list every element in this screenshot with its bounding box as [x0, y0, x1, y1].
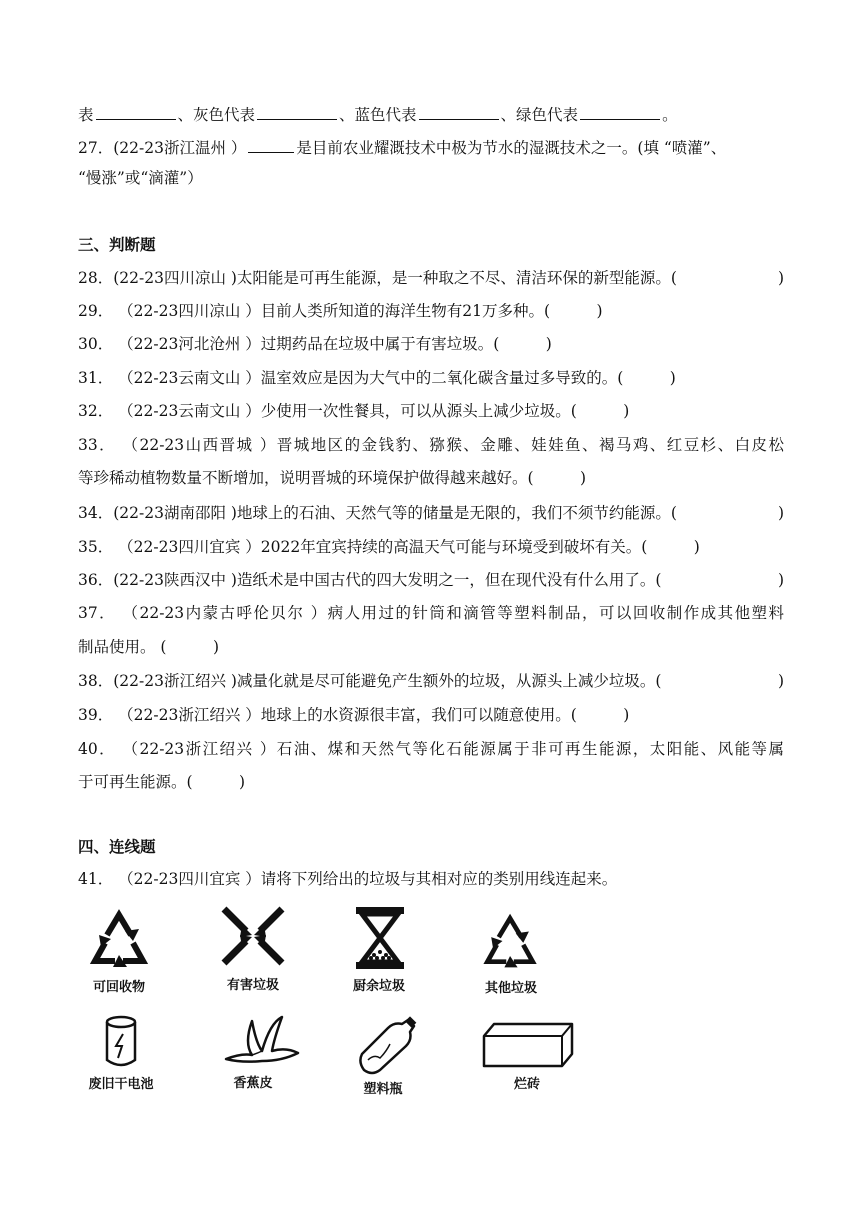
question-text: 36．(22-23陕西汉中 )造纸术是中国古代的四大发明之一，但在现代没有什么用了。( — [78, 571, 662, 589]
question-41: 41． （22-23四川宜宾 ）请将下列给出的垃圾与其相对应的类别用线连起来。 — [78, 870, 618, 888]
banana-peel-icon — [222, 1013, 302, 1065]
item-label: 废旧干电池 — [88, 1077, 154, 1092]
text: 、绿色代表 — [500, 106, 579, 124]
section-heading-matching: 四、连线题 — [78, 837, 156, 856]
question-33: 33． （22-23山西晋城 ）晋城地区的金钱豹、猕猴、金雕、娃娃鱼、褐马鸡、红豆杉、白皮松 — [78, 436, 784, 454]
question-27 — [78, 135, 784, 160]
question-40: 40． （22-23浙江绍兴 ）石油、煤和天然气等化石能源属于非可再生能源，太阳能、风能等属 — [78, 740, 784, 758]
question-text: 34．(22-23湖南邵阳 )地球上的石油、天然气等的储量是无限的，我们不须节约能源。( — [78, 504, 677, 522]
question-40-continued: 于可再生能源。( ) — [78, 773, 246, 791]
section-heading-judgment: 三、判断题 — [78, 235, 156, 254]
question-37-continued: 制品使用。 ( ) — [78, 638, 220, 656]
text: 、灰色代表 — [177, 106, 256, 124]
battery-icon — [104, 1014, 138, 1070]
text: 。 — [662, 106, 678, 124]
recycle-icon — [478, 907, 544, 973]
answer-paren[interactable]: ) — [777, 571, 784, 589]
answer-blank[interactable] — [248, 135, 294, 153]
question-28 — [78, 266, 784, 290]
item-label: 香蕉皮 — [233, 1076, 273, 1091]
question-33-continued: 等珍稀动植物数量不断增加，说明晋城的环境保护做得越来越好。( ) — [78, 469, 587, 487]
item-label: 烂砖 — [513, 1077, 540, 1092]
question-text: 是目前农业耀溉技术中极为节水的湿溉技术之一。(填 “喷灌”、 — [296, 139, 727, 157]
question-text: 28．(22-23四川凉山 )太阳能是可再生能源，是一种取之不尽、清洁环保的新型能源。( — [78, 269, 677, 287]
question-34 — [78, 501, 784, 525]
question-text: 38．(22-23浙江绍兴 )减量化就是尽可能避免产生额外的垃圾，从源头上减少垃圾。( — [78, 672, 662, 690]
question-37: 37． （22-23内蒙古呼伦贝尔 ）病人用过的针筒和滴管等塑料制品，可以回收制作成其他塑料 — [78, 604, 784, 622]
question-30: 30． （22-23河北沧州 ）过期药品在垃圾中属于有害垃圾。( ) — [78, 335, 552, 353]
category-label: 厨余垃圾 — [352, 979, 405, 994]
question-29: 29． （22-23四川凉山 ）目前人类所知道的海洋生物有21万多种。( ) — [78, 302, 603, 320]
question-31: 31． （22-23云南文山 ）温室效应是因为大气中的二氧化碳含量过多导致的。( ) — [78, 369, 676, 387]
answer-blank[interactable] — [580, 102, 660, 120]
answer-blank[interactable] — [96, 102, 176, 120]
hourglass-icon — [352, 905, 408, 971]
question-35: 35． （22-23四川宜宾 ）2022年宜宾持续的高温天气可能与环境受到破坏有关。( ) — [78, 538, 700, 556]
recycle-icon — [85, 905, 155, 971]
question-27-continued: “慢涨”或“滴灌”） — [78, 169, 203, 187]
answer-paren[interactable]: ) — [777, 672, 784, 690]
item-label: 塑料瓶 — [363, 1082, 403, 1097]
question-number: 27． — [78, 139, 114, 157]
text: 、蓝色代表 — [339, 106, 417, 124]
text: 表 — [78, 106, 94, 124]
category-label: 有害垃圾 — [226, 978, 279, 993]
brick-icon — [480, 1020, 576, 1068]
answer-blank[interactable] — [257, 102, 337, 120]
plastic-bottle-icon — [354, 1016, 418, 1076]
question-38 — [78, 669, 784, 693]
category-label: 其他垃圾 — [484, 981, 537, 996]
question-source: (22-23浙江温州 ） — [113, 139, 247, 157]
question-36 — [78, 568, 784, 592]
answer-blank[interactable] — [419, 102, 499, 120]
answer-paren[interactable]: ) — [777, 504, 784, 522]
hazard-icon — [218, 903, 288, 969]
question-32: 32． （22-23云南文山 ）少使用一次性餐具，可以从源头上减少垃圾。( ) — [78, 402, 630, 420]
category-label: 可回收物 — [92, 980, 145, 995]
question-39: 39． （22-23浙江绍兴 ）地球上的水资源很丰富，我们可以随意使用。( ) — [78, 706, 630, 724]
answer-paren[interactable]: ) — [777, 269, 784, 287]
question-26-continued — [78, 102, 784, 127]
